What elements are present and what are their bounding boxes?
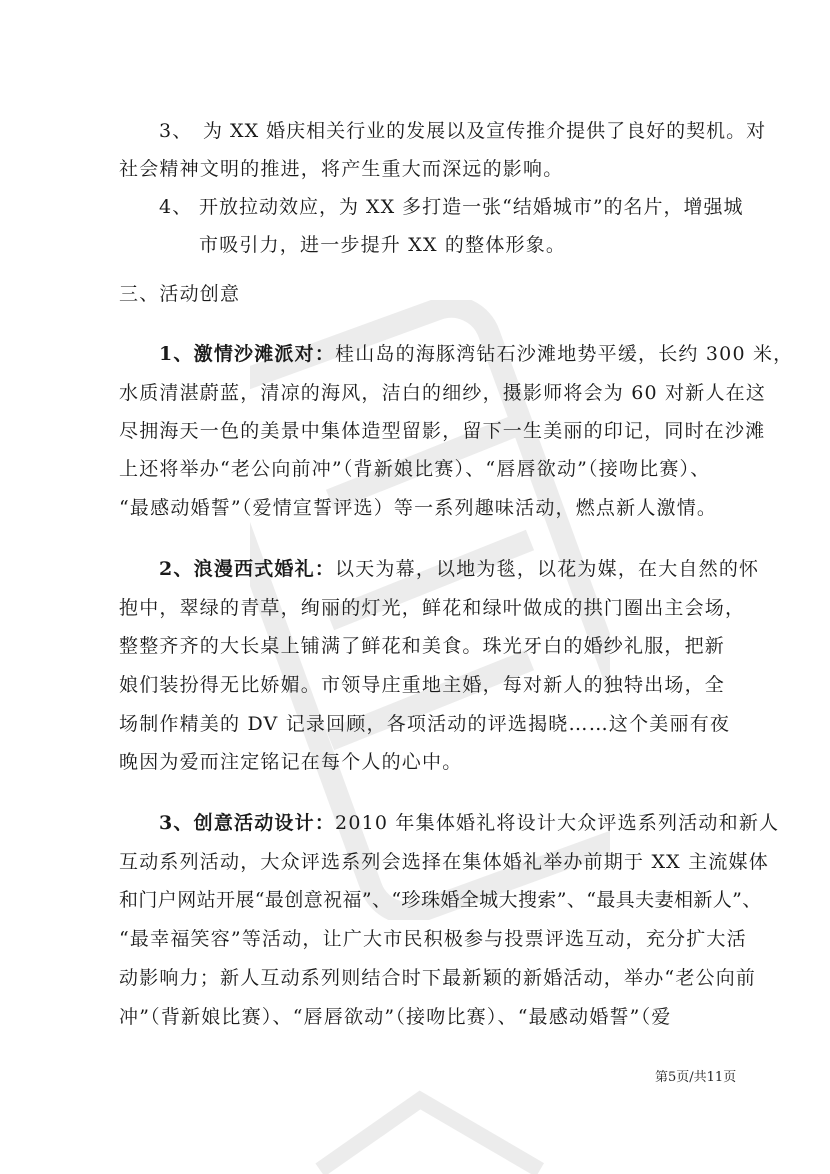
para3-line2: 互动系列活动，大众评选系列会选择在集体婚礼举办前期于 XX 主流媒体 <box>119 851 769 873</box>
para1-line5: “最感动婚誓”（爱情宣誓评选）等一系列趣味活动，燃点新人激情。 <box>119 497 718 519</box>
para3-line4: “最幸福笑容”等活动，让广大市民积极参与投票评选互动，充分扩大活 <box>119 928 747 950</box>
para2-line1-text: 以天为幕，以地为毯，以花为媒，在大自然的怀 <box>335 558 760 580</box>
para2-line3: 整整齐齐的大长桌上铺满了鲜花和美食。珠光牙白的婚纱礼服，把新 <box>119 635 726 657</box>
item3-line1: 为 XX 婚庆相关行业的发展以及宣传推介提供了良好的契机。对 <box>203 120 767 142</box>
para2-line4: 娘们装扮得无比娇媚。市领导庄重地主婚，每对新人的独特出场，全 <box>119 674 726 696</box>
item3-line2: 社会精神文明的推进，将产生重大而深远的影响。 <box>119 158 564 180</box>
para1-line2: 水质清湛蔚蓝，清凉的海风，洁白的细纱，摄影师将会为 60 对新人在这 <box>119 382 767 404</box>
item4-line1: 开放拉动效应，为 XX 多打造一张“结婚城市”的名片，增强城 <box>199 196 744 218</box>
para2-line6: 晚因为爱而注定铭记在每个人的心中。 <box>119 751 463 773</box>
section-heading: 三、活动创意 <box>119 283 241 305</box>
para1-line1-text: 桂山岛的海豚湾钻石沙滩地势平缓，长约 300 米， <box>335 343 794 365</box>
para1-line1 <box>159 342 793 366</box>
para2-line2: 抱中，翠绿的青草，绚丽的灯光，鲜花和绿叶做成的拱门圈出主会场， <box>119 597 746 619</box>
item4-line2: 市吸引力，进一步提升 XX 的整体形象。 <box>199 234 567 256</box>
para2-title: 2、浪漫西式婚礼： <box>159 558 336 580</box>
item3-number: 3、 <box>159 120 193 142</box>
para3-line1 <box>159 811 779 835</box>
para2-line5: 场制作精美的 DV 记录回顾，各项活动的评选揭晓……这个美丽有夜 <box>119 713 731 735</box>
para1-line3: 尽拥海天一色的美景中集体造型留影，留下一生美丽的印记，同时在沙滩 <box>119 420 766 442</box>
para3-title: 3、创意活动设计： <box>159 812 336 834</box>
para2-line1 <box>159 557 759 581</box>
para3-line5: 动影响力；新人互动系列则结合时下最新颖的新婚活动，举办“老公向前 <box>119 967 757 989</box>
page-number-footer: 第5页/共11页 <box>655 1070 737 1085</box>
para1-title: 1、激情沙滩派对： <box>159 343 336 365</box>
para3-line1-text: 2010 年集体婚礼将设计大众评选系列活动和新人 <box>335 812 780 834</box>
item4-number: 4、 <box>159 196 193 218</box>
watermark-bottom-icon <box>300 1090 560 1174</box>
para3-line3: 和门户网站开展“最创意祝福”、“珍珠婚全城大搜索”、“最具夫妻相新人”、 <box>119 889 762 911</box>
para3-line6: 冲”（背新娘比赛）、“唇唇欲动”（接吻比赛）、“最感动婚誓”（爱 <box>119 1006 672 1028</box>
para1-line4: 上还将举办“老公向前冲”（背新娘比赛）、“唇唇欲动”（接吻比赛）、 <box>119 458 711 480</box>
